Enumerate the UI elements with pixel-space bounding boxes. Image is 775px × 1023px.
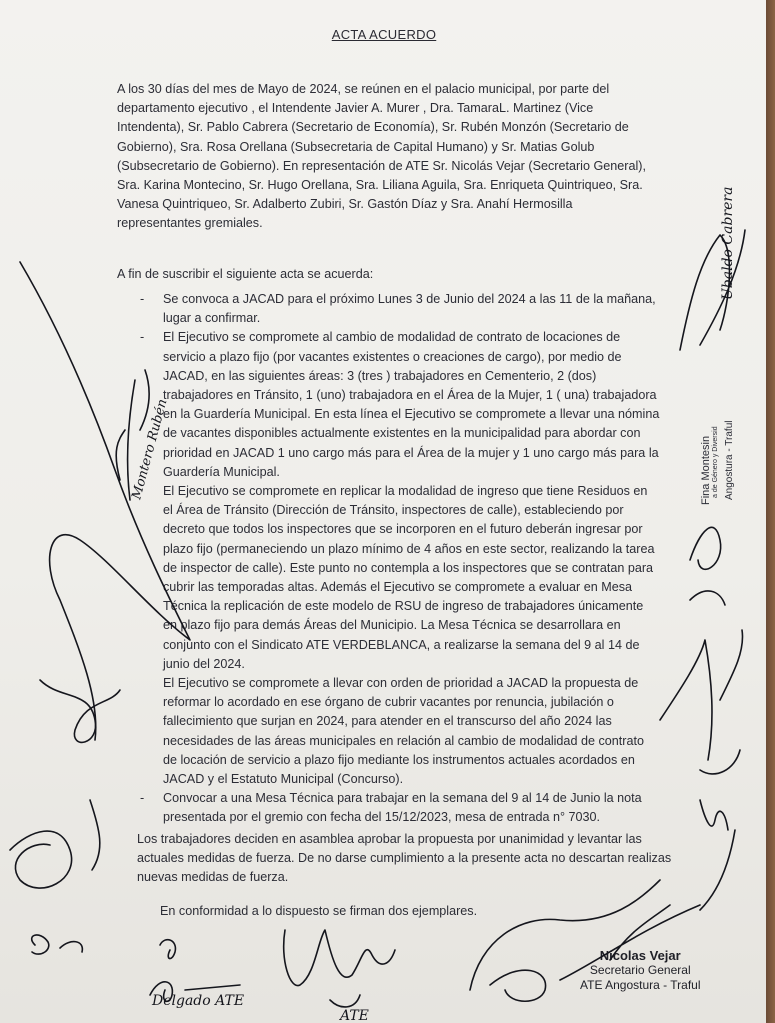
handwritten-delgado: Delgado ATE (152, 993, 245, 1009)
agreement-item: El Ejecutivo se compromete a llevar con orden de prioridad a JACAD la propuesta de reformar lo acordado en ese órgano de cubrir vacantes por renuncia, jubilación o fallecimiento que surjan en 2024, para atender en el transcurso del año 2024 las necesidades de las áreas municipales en relación al cambio de modalidad de contrato de locación de servicio a plazo fijo mediante los instrumentos actuales acordados en JACAD y el Estatuto Municipal (Concurso). (163, 676, 644, 787)
agreement-item: - Se convoca a JACAD para el próximo Lunes 3 de Junio del 2024 a las 11 de la mañana, lugar a confirmar. (140, 290, 660, 328)
signature-right-long (660, 630, 743, 774)
ate-stamp (580, 948, 701, 993)
signature-initials (32, 935, 83, 954)
stamp-org: ATE Angostura - Traful (580, 978, 701, 992)
agreement-item: El Ejecutivo se compromete en replicar la modalidad de ingreso que tiene Residuos en el Área de Tránsito (Dirección de Tránsito, inspectores de calle), estableciendo por decreto que todos los inspectores que se incorporen en el futuro deberán ingresar por plazo fijo (permaneciendo un plazo mínimo de 4 años en este sector, realizando la tarea de inspector de calle). Este punto no contempla a los inspectores que se contratan para cubrir las temporadas altas. Además el Ejecutivo se compromete a evaluar en Mesa Técnica la replicación de este modelo de RSU de ingreso de trabajadores únicamente en plazo fijo para demás Áreas del Municipio. La Mesa Técnica se desarrollara en conjunto con el Sindicato ATE VERDEBLANCA, a realizarse la semana del 9 al 14 de junio del 2024. (163, 484, 655, 671)
signature-center (284, 930, 395, 1007)
signature-right-middle (690, 527, 725, 605)
conformity-line: En conformidad a lo dispuesto se firman dos ejemplares. (160, 904, 478, 918)
handwritten-montero: Montero Rubén (129, 397, 171, 502)
handwritten-ate: ATE (340, 1008, 369, 1023)
side-stamp-role: a de Género y Diversid (712, 426, 719, 498)
signature-left-scribble (40, 680, 120, 742)
stamp-name: Nicolas Vejar (599, 948, 681, 963)
agreement-list (140, 290, 660, 828)
side-stamp-org: Angostura - Traful (724, 420, 735, 500)
closing-paragraph: Los trabajadores deciden en asamblea aprobar la propuesta por unanimidad y levantar las actuales medidas de fuerza. De no darse cumplimiento a la presente acta no descartan realizas nuevas medidas de fuerza. (137, 832, 672, 885)
signature-ate-right (700, 800, 728, 830)
document-title: ACTA ACUERDO (331, 27, 437, 42)
intro-paragraph: A los 30 días del mes de Mayo de 2024, se reúnen en el palacio municipal, por parte del departamento ejecutivo , el Intendente Javier A. Murer , Dra. TamaraL. Martinez (Vice Intendenta), Sr. Pablo Cabrera (Secretario de Economía), Sr. Rubén Monzón (Secretario de Gobierno), Sra. Rosa Orellana (Subsecretaria de Capital Humano) y Sr. Matias Golub (Subsecretario de Gobierno). En representación de ATE Sr. Nicolás Vejar (Secretario General), Sra. Karina Montecino, Sr. Hugo Orellana, Sra. Liliana Aguila, Sra. Enriqueta Quintriqueo, Sra. Vanesa Quintriqueo, Sr. Adalberto Zubiri, Sr. Gastón Díaz y Sra. Anahí Hermosilla representantes gremiales. (117, 82, 646, 231)
signature-right-lower (700, 830, 735, 910)
agreement-item: - El Ejecutivo se compromete al cambio de modalidad de contrato de locaciones de servicio a plazo fijo (por vacantes existentes o creaciones de cargo), por medio de JACAD, en las siguientes áreas: 3 (tres ) trabajadores en Cementerio, 2 (dos) trabajadores en Tránsito, 1 (uno) trabajadora en el Área de la Mujer, 1 ( una) trabajadora en la Guardería Municipal. En esta línea el Ejecutivo se compromete a llevar una nómina de vacantes disponibles actualmente existentes en la municipalidad para abordar con prioridad en JACAD 1 uno cargo más para el Área de la mujer y 1 uno cargo más para la Guardería Municipal. (140, 328, 660, 482)
stamp-role: Secretario General (589, 963, 691, 977)
agreement-item: - Convocar a una Mesa Técnica para trabajar en la semana del 9 al 14 de Junio la nota presentada por el gremio con fecha del 15/12/2023, mesa de entrada n° 7030. (140, 789, 660, 827)
background-edge (766, 0, 775, 1023)
signature-delgado (150, 940, 240, 1002)
side-stamp-name: Fina Montesin (700, 435, 712, 505)
signature-cabrera (680, 230, 745, 350)
agreement-lead: A fin de suscribir el siguiente acta se acuerda: (117, 267, 374, 281)
handwritten-cabrera: Ubaldo Cabrera (720, 186, 736, 300)
signature-bottom-left-1 (10, 800, 100, 888)
